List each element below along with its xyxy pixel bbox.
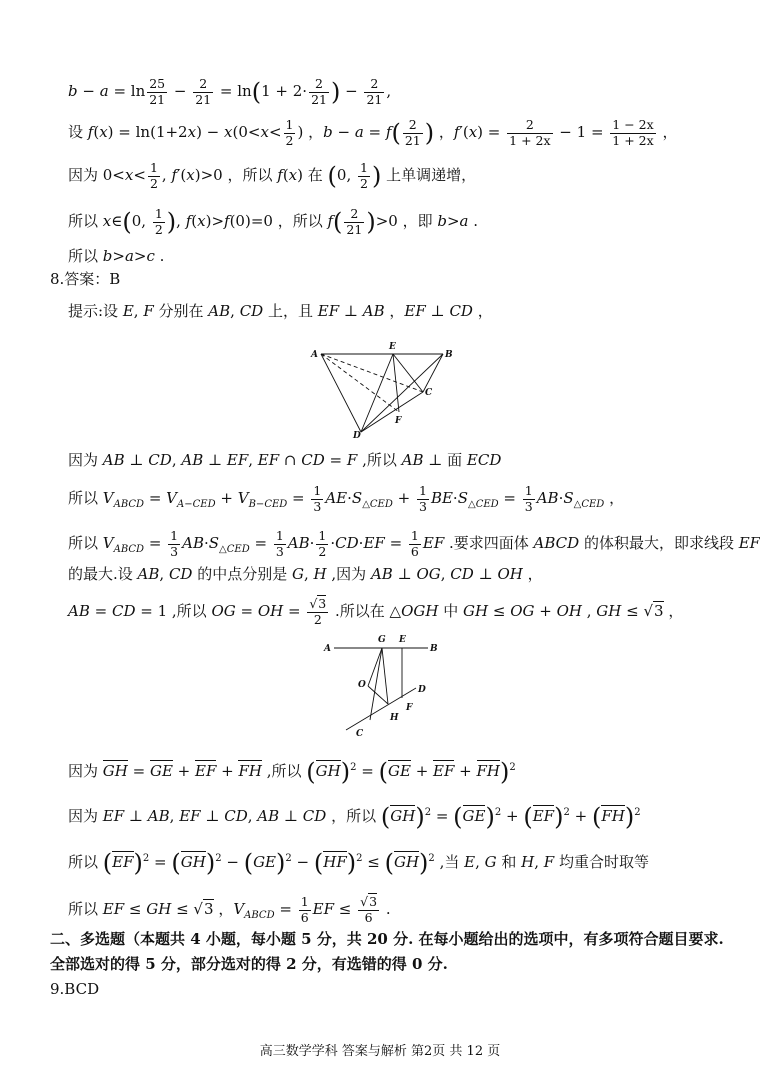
line-7: 提示:设 E, F 分别在 AB, CD 上，且 EF ⊥ AB ，EF ⊥ CD ，	[68, 302, 493, 320]
fig1-label-F: F	[395, 416, 402, 426]
fig2-label-D: D	[418, 685, 426, 695]
fig2-label-G: G	[378, 635, 386, 645]
line-4: 所以 x∈(0, $\frac{1}{2}$ ), f(x)>f(0)=0 ，所以 f( $\frac{2}{21}$ )>0 ，即 b>a .	[68, 206, 479, 237]
fig2-label-H: H	[390, 713, 399, 723]
fig2-label-E: E	[399, 635, 406, 645]
midpoint-figure	[320, 632, 445, 742]
fig2-label-O: O	[358, 680, 366, 690]
page-footer: 高三数学学科 答案与解析 第2页 共 12 页	[259, 1044, 501, 1059]
fig1-label-E: E	[389, 342, 396, 352]
line-1: b − a = ln $\frac{25}{21}$ − $\frac{2}{21}$ = ln(1 + 2· $\frac{2}{21}$ ) − $\frac{2}{21}$ ,	[68, 76, 392, 107]
line-9: 所以 $V_{ABCD} = V_{A-CED} + V_{B-CED}$ = $\frac{1}{3}$ $AE\cdot S_{\triangle CED}$ + $\frac{1}{3}$ $BE\cdot S_{\triangle CED}$ = $\frac{1}{3}$ $AB\cdot S_{\triangle CED}$ ，	[68, 483, 625, 514]
line-11: 的最大.设 AB, CD 的中点分别是 G, H ,因为 AB ⊥ OG, CD ⊥ OH ，	[68, 565, 543, 583]
line-15: 所以 (EF)$^2$ = (GH)$^2$ − (GE)$^2$ − (HF)$^2$ ≤ (GH)$^2$ ,当 E, G 和 H, F 均重合时取等	[68, 849, 649, 877]
line-10: 所以 $V_{ABCD}$ = $\frac{1}{3}$ $AB\cdot S_{\triangle CED}$ = $\frac{1}{3}$ AB· $\frac{1}{2}$ ·CD·EF = $\frac{1}{6}$ EF .要求四面体 ABCD 的体积最大，即求线段 EF	[68, 528, 760, 559]
fig1-label-D: D	[353, 431, 361, 440]
line-2: 设 f(x) = ln(1+2x) − x(0<x< $\frac{1}{2}$ ) ，b − a = f( $\frac{2}{21}$ ) ，f′(x) = $\frac{2}{1 + 2x}$ − 1 = $\frac{1 - 2x}{1 + 2x}$ ，	[68, 117, 678, 148]
fig2-label-B: B	[430, 644, 438, 654]
tetrahedron-figure	[305, 340, 455, 440]
line-8: 因为 AB ⊥ CD, AB ⊥ EF, EF ∩ CD = F ,所以 AB ⊥ 面 ECD	[68, 451, 502, 469]
section-heading: 二、多选题（本题共 4 小题，每小题 5 分，共 20 分. 在每小题给出的选项中，有多项符合题目要求.	[50, 930, 724, 948]
fig1-label-A: A	[311, 350, 318, 360]
line-13: 因为 GH = GE + EF + FH ,所以 (GH)$^2$ = (GE + EF + FH)$^2$	[68, 758, 516, 786]
answer-9: 9.BCD	[50, 980, 100, 998]
fig2-label-A: A	[324, 644, 331, 654]
answer-8: 8.答案：B	[50, 270, 121, 288]
fig2-label-C: C	[356, 729, 364, 739]
fig1-label-B: B	[445, 350, 453, 360]
fig1-label-C: C	[425, 388, 433, 398]
line-12: AB = CD = 1 ,所以 OG = OH = $\frac{√3}{2}$ .所以在 △OGH 中 GH ≤ OG + OH , GH ≤ √3 ，	[68, 596, 684, 627]
line-16: 所以 EF ≤ GH ≤ √3 ，$V_{ABCD}$ = $\frac{1}{6}$ EF ≤ $\frac{√3}{6}$ .	[68, 894, 391, 925]
fig2-label-F: F	[406, 703, 413, 713]
line-3: 因为 0<x< $\frac{1}{2}$ , f′(x)>0 ，所以 f(x) 在 (0, $\frac{1}{2}$ ) 上单调递增，	[68, 160, 477, 191]
section-scoring: 全部选对的得 5 分，部分选对的得 2 分，有选错的得 0 分.	[50, 955, 448, 973]
line-14: 因为 EF ⊥ AB, EF ⊥ CD, AB ⊥ CD ，所以 (GH)$^2$ = (GE)$^2$ + (EF)$^2$ + (FH)$^2$	[68, 803, 641, 831]
line-5: 所以 b>a>c .	[68, 247, 165, 265]
